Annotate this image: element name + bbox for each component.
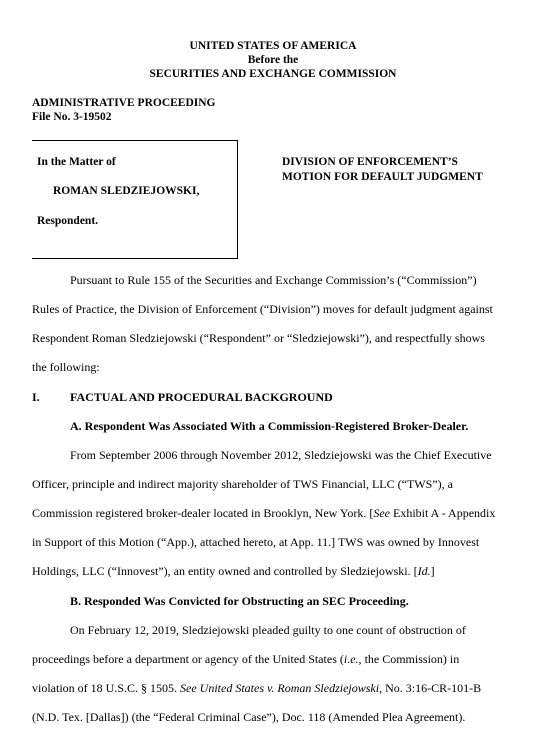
court-header-line1: UNITED STATES OF AMERICA — [189, 40, 357, 52]
paragraph-a-line: Holdings, LLC (“Innovest”), an entity owned and controlled by Sledziejowski. [Id.] — [32, 564, 435, 578]
proceeding-type: ADMINISTRATIVE PROCEEDING — [32, 97, 216, 109]
caption-respondent-role: Respondent. — [37, 215, 99, 227]
paragraph-a-line: in Support of this Motion (“App.), attached hereto, at App. 11.] TWS was owned by Innovest — [32, 535, 480, 549]
paragraph-b-line: proceedings before a department or agency of the United States (i.e., the Commission) in — [32, 652, 460, 666]
motion-title-line2: MOTION FOR DEFAULT JUDGMENT — [282, 171, 483, 183]
subsection-a-title: A. Respondent Was Associated With a Commission-Registered Broker-Dealer. — [70, 419, 469, 433]
intro-line: the following: — [32, 360, 100, 374]
paragraph-b-line: violation of 18 U.S.C. § 1505. See United States v. Roman Sledziejowski, No. 3:16-CR-101-B — [32, 681, 482, 695]
caption-matter: In the Matter of — [37, 156, 116, 168]
file-number: File No. 3-19502 — [32, 111, 112, 123]
intro-line: Rules of Practice, the Division of Enforcement (“Division”) moves for default judgment against — [32, 302, 493, 316]
caption-respondent-name: ROMAN SLEDZIEJOWSKI, — [53, 185, 200, 197]
paragraph-a-line: From September 2006 through November 2012, Sledziejowski was the Chief Executive — [70, 448, 492, 462]
paragraph-a-line: Commission registered broker-dealer located in Brooklyn, New York. [See Exhibit A - Appendix — [32, 506, 496, 520]
court-header-line3: SECURITIES AND EXCHANGE COMMISSION — [149, 68, 397, 80]
intro-line: Respondent Roman Sledziejowski (“Respondent” or “Sledziejowski”), and respectfully shows — [32, 331, 485, 345]
paragraph-b-line: (N.D. Tex. [Dallas]) (the “Federal Criminal Case”), Doc. 118 (Amended Plea Agreement). — [32, 710, 466, 724]
motion-title-line1: DIVISION OF ENFORCEMENT’S — [282, 156, 458, 168]
court-header-line2: Before the — [247, 54, 299, 66]
section-number: I. — [32, 390, 40, 404]
paragraph-a-line: Officer, principle and indirect majority shareholder of TWS Financial, LLC (“TWS”), a — [32, 477, 453, 491]
section-title: FACTUAL AND PROCEDURAL BACKGROUND — [70, 390, 333, 404]
intro-line: Pursuant to Rule 155 of the Securities and Exchange Commission’s (“Commission”) — [70, 273, 477, 287]
paragraph-b-line: On February 12, 2019, Sledziejowski pleaded guilty to one count of obstruction of — [70, 623, 466, 637]
subsection-b-title: B. Responded Was Convicted for Obstructing an SEC Proceeding. — [70, 594, 409, 608]
